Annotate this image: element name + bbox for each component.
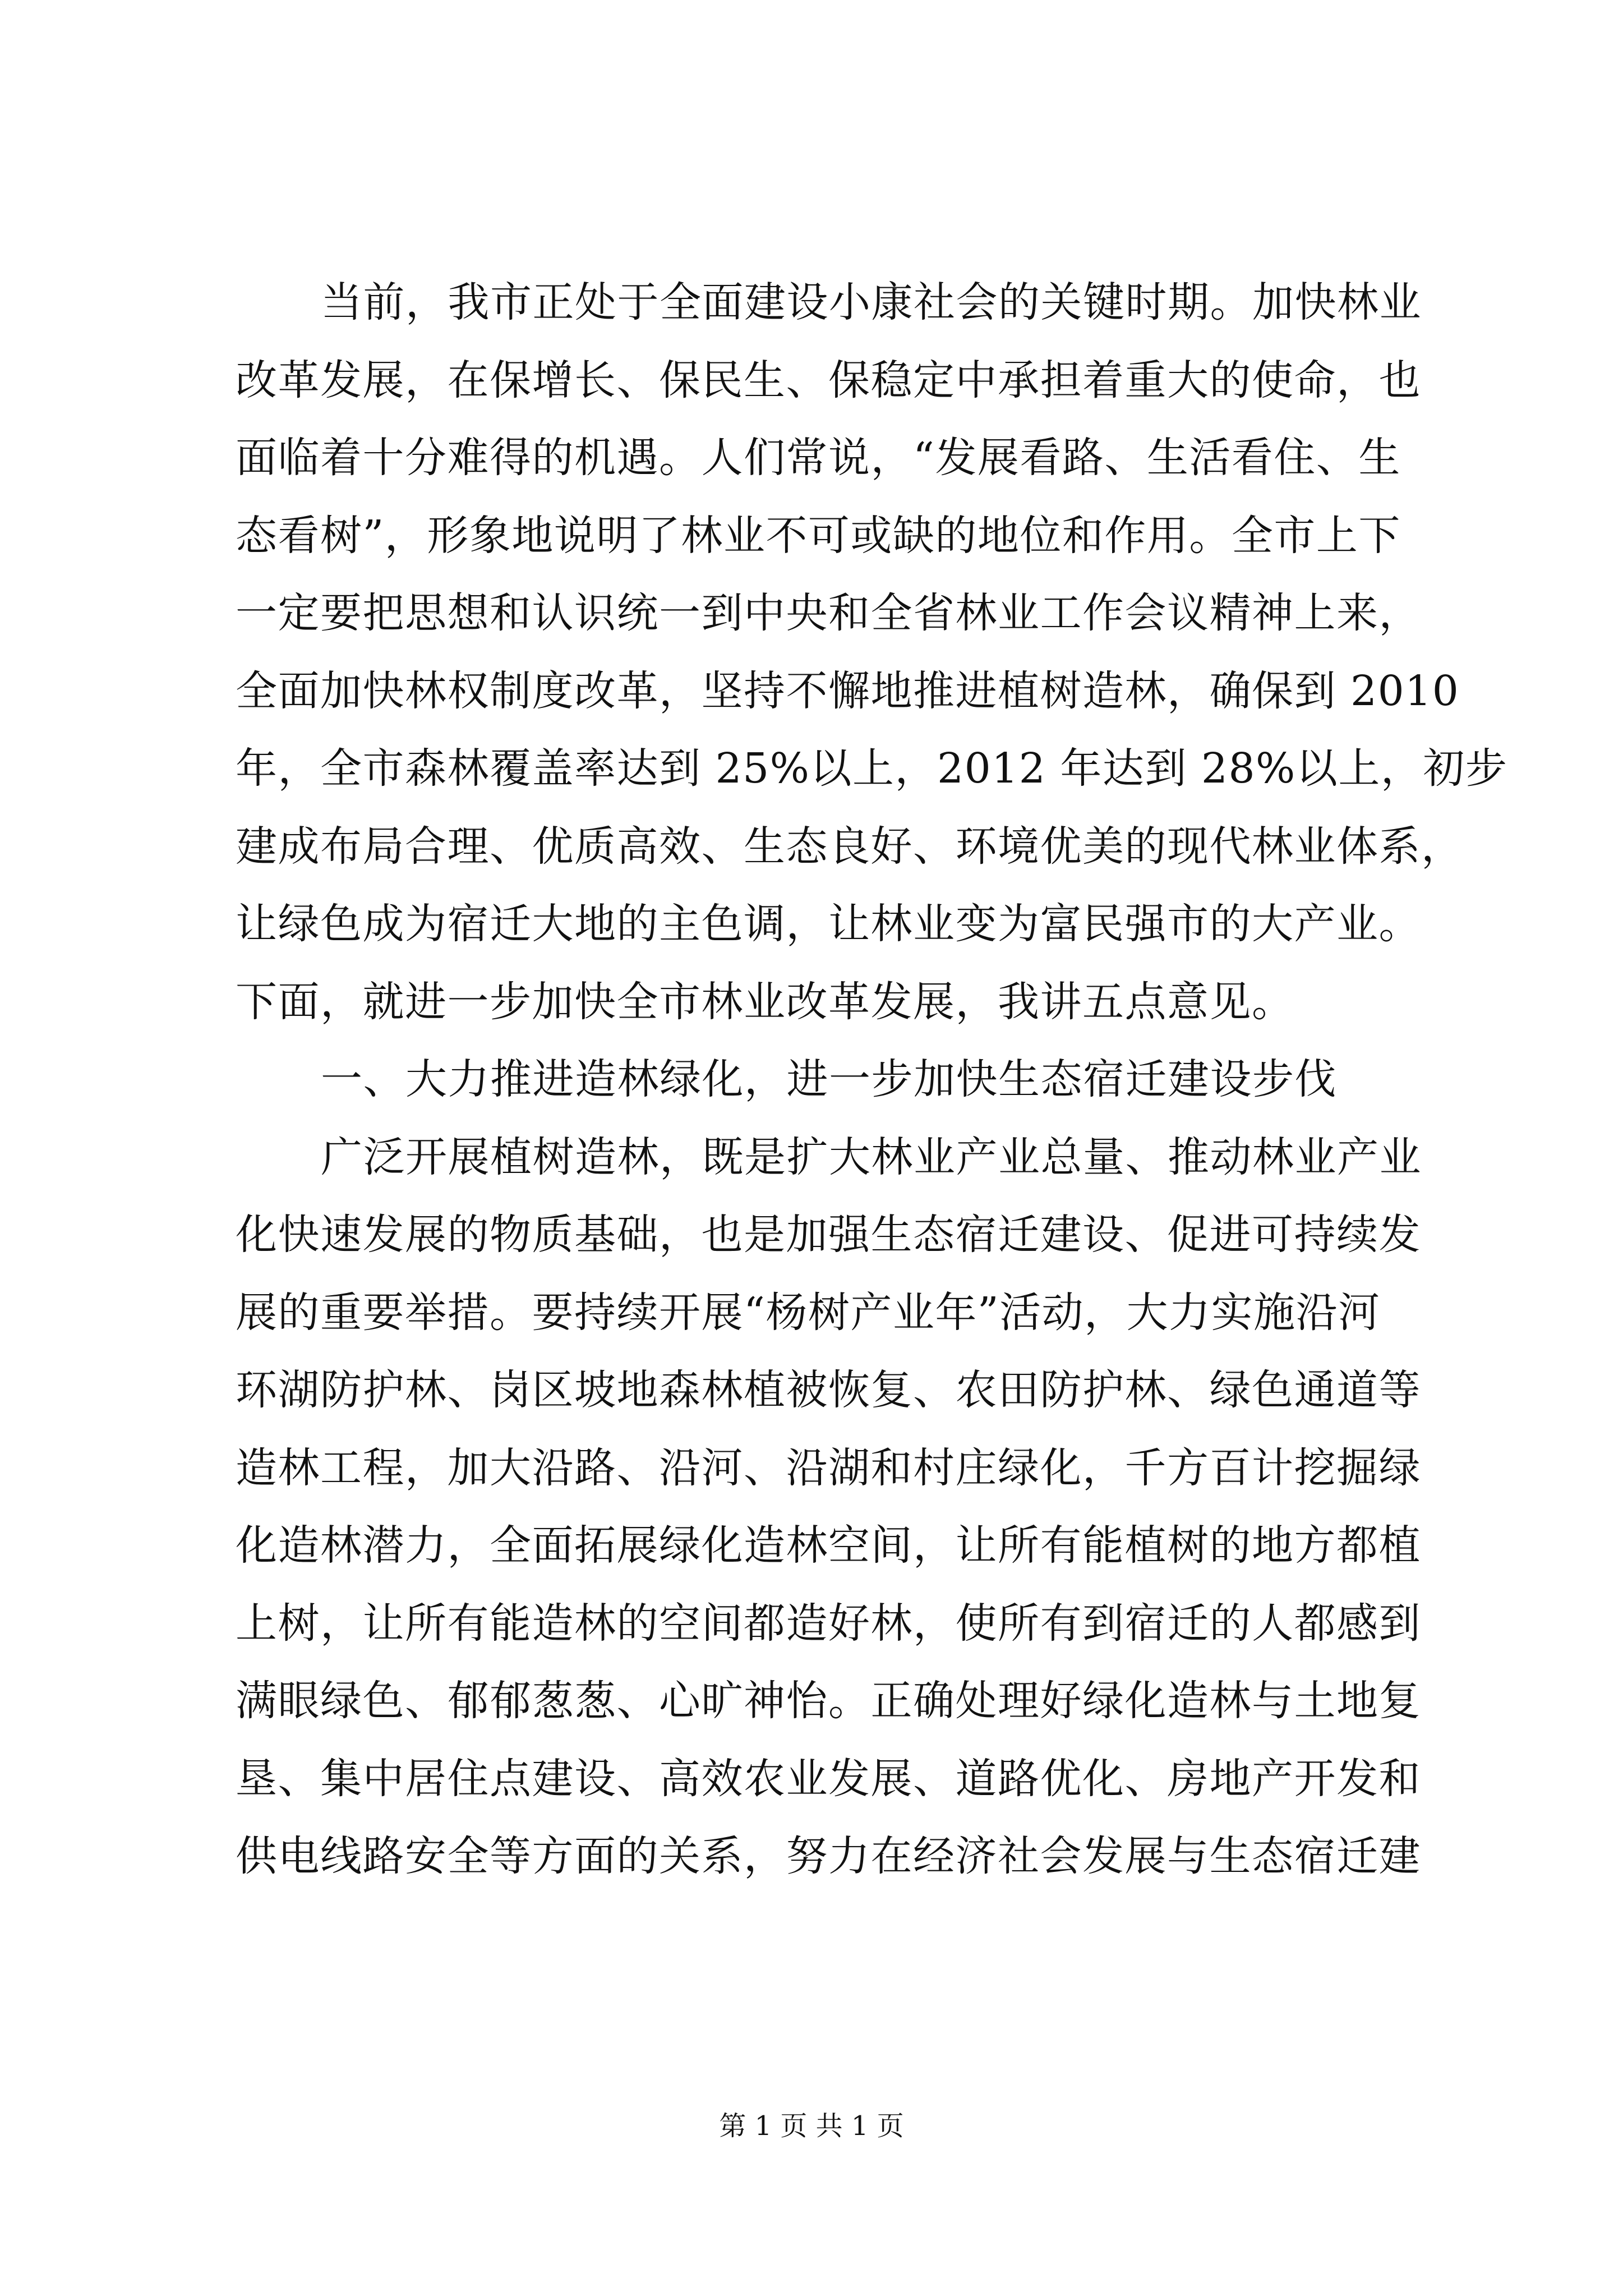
text-line: 全面加快林权制度改革，坚持不懈地推进植树造林，确保到 2010 (236, 666, 1460, 715)
text-line: 让绿色成为宿迁大地的主色调，让林业变为富民强市的大产业。 (236, 900, 1421, 948)
text-line: 改革发展，在保增长、保民生、保稳定中承担着重大的使命，也 (236, 356, 1421, 404)
text-line: 展的重要举措。要持续开展“杨树产业年”活动，大力实施沿河 (236, 1288, 1381, 1337)
text-line: 年，全市森林覆盖率达到 25%以上，2012 年达到 28%以上，初步 (236, 744, 1508, 793)
text-line: 当前，我市正处于全面建设小康社会的关键时期。加快林业 (321, 278, 1422, 326)
text-line: 供电线路安全等方面的关系，努力在经济社会发展与生态宿迁建 (236, 1832, 1421, 1880)
text-line: 化快速发展的物质基础，也是加强生态宿迁建设、促进可持续发 (236, 1211, 1421, 1259)
text-line: 造林工程，加大沿路、沿河、沿湖和村庄绿化，千方百计挖掘绿 (236, 1443, 1421, 1492)
page-number-footer: 第 1 页 共 1 页 (719, 2110, 904, 2142)
text-line: 态看树”，形象地说明了林业不可或缺的地位和作用。全市上下 (236, 511, 1401, 560)
text-line: 环湖防护林、岗区坡地森林植被恢复、农田防护林、绿色通道等 (236, 1366, 1421, 1414)
section-heading: 一、大力推进造林绿化，进一步加快生态宿迁建设步伐 (321, 1055, 1337, 1103)
text-line: 垦、集中居住点建设、高效农业发展、道路优化、房地产开发和 (236, 1754, 1421, 1803)
text-line: 广泛开展植树造林，既是扩大林业产业总量、推动林业产业 (321, 1133, 1422, 1181)
body-text (236, 264, 1508, 1895)
text-line: 建成布局合理、优质高效、生态良好、环境优美的现代林业体系， (236, 822, 1464, 871)
text-line: 满眼绿色、郁郁葱葱、心旷神怡。正确处理好绿化造林与土地复 (236, 1677, 1421, 1725)
text-line: 一定要把思想和认识统一到中央和全省林业工作会议精神上来， (236, 589, 1421, 637)
text-line: 上树，让所有能造林的空间都造好林，使所有到宿迁的人都感到 (236, 1599, 1421, 1648)
text-line: 化造林潜力，全面拓展绿化造林空间，让所有能植树的地方都植 (236, 1521, 1421, 1570)
text-line: 面临着十分难得的机遇。人们常说，“发展看路、生活看住、生 (236, 434, 1401, 482)
text-line: 下面，就进一步加快全市林业改革发展，我讲五点意见。 (236, 977, 1294, 1026)
